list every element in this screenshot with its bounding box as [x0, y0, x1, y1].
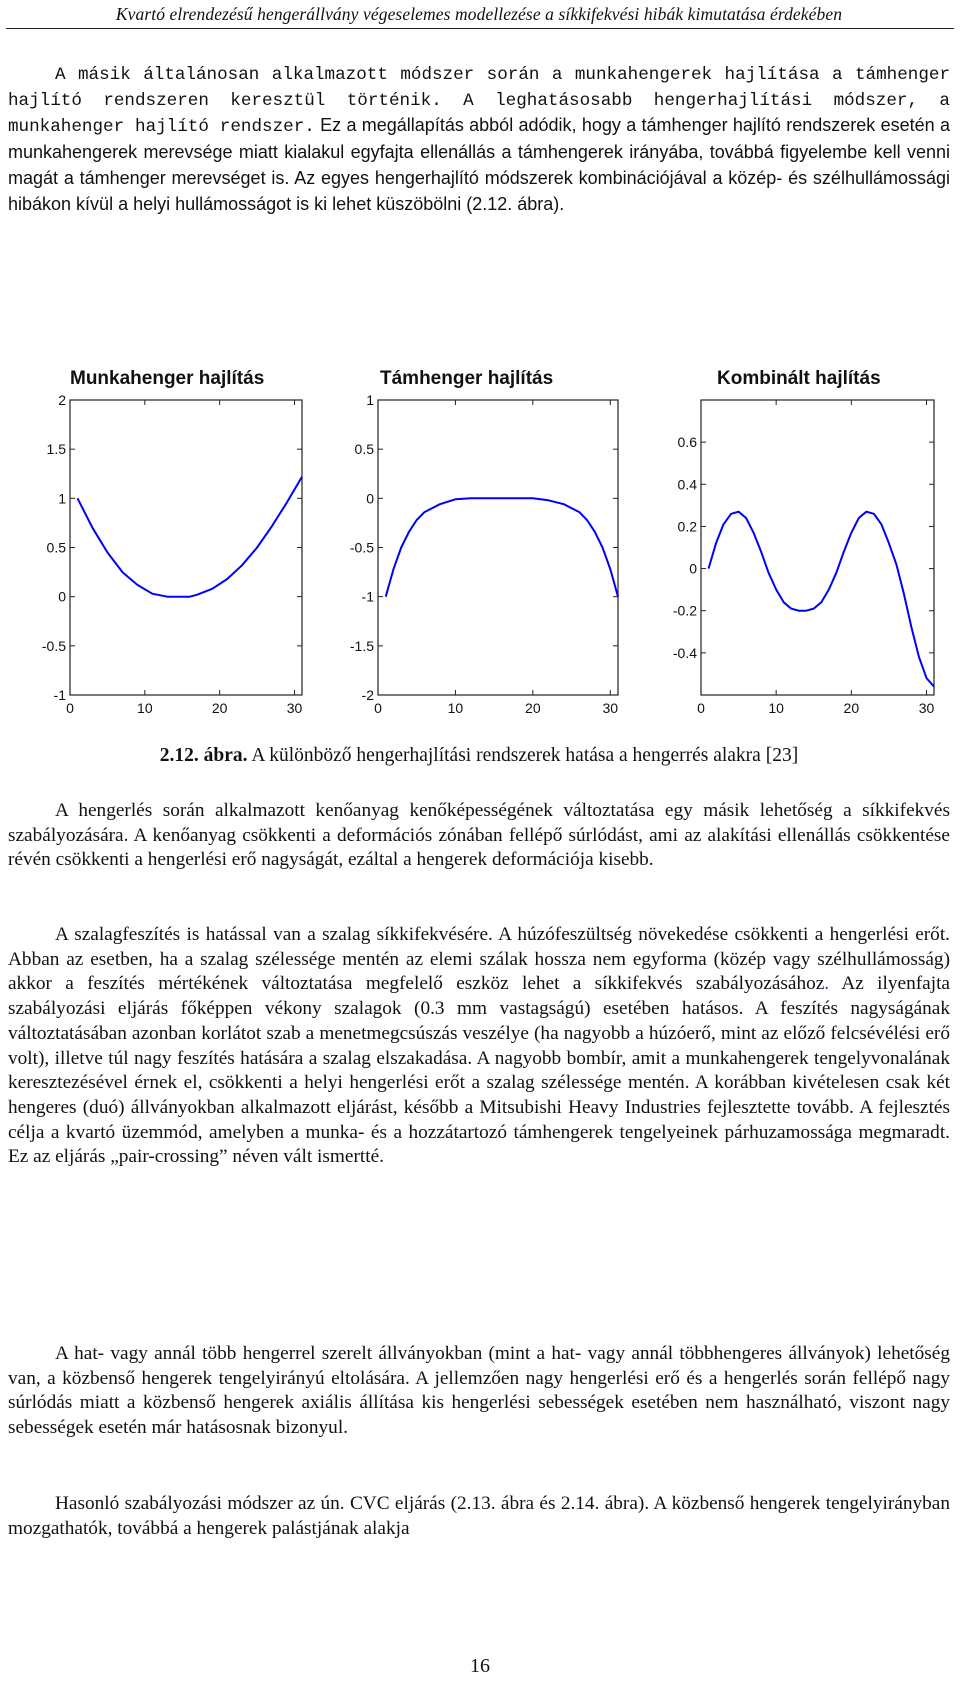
y-tick-label: -0.5 [349, 539, 374, 556]
y-tick-label: -1 [53, 687, 66, 703]
y-tick-label: 1 [58, 490, 66, 507]
x-tick-label: 20 [525, 700, 541, 716]
chart-3 [673, 368, 935, 716]
figure-charts-svg [41, 362, 950, 734]
page-number: 16 [470, 1655, 490, 1677]
figure-caption-text: A különböző hengerhajlítási rendszerek hatása a hengerrés alakra [23] [247, 745, 799, 766]
y-tick-label: 0 [689, 560, 697, 577]
series-line [386, 498, 618, 596]
y-tick-label: 1 [366, 392, 374, 408]
y-tick-label: 0.5 [46, 539, 66, 556]
chart-title: Munkahenger hajlítás [70, 368, 265, 389]
chart-1 [42, 368, 303, 716]
figure-caption [8, 745, 950, 767]
paragraph-text: Hasonló szabályozási módszer az ún. CVC eljárás (2.13. ábra és 2.14. ábra). A közbenső hengerek tengelyirányban mozgathatók, továbbá a hengerek palástjának alakja [8, 1493, 950, 1539]
x-tick-label: 0 [697, 700, 705, 716]
paragraph-six-high-mills [8, 1342, 950, 1441]
y-tick-label: 0.6 [677, 434, 697, 451]
paragraph-strip-tension [8, 923, 950, 1170]
x-tick-label: 10 [768, 700, 784, 716]
header-rule [6, 28, 954, 29]
running-header: Kvartó elrendezésű hengerállvány végeselemes modellezése a síkkifekvési hibák kimutatása érdekében [115, 4, 843, 24]
y-tick-label: -2 [361, 687, 374, 703]
chart-frame [378, 400, 618, 695]
y-tick-label: 0.2 [677, 518, 697, 535]
x-tick-label: 10 [137, 700, 153, 716]
paragraph-cvc [8, 1492, 950, 1541]
x-tick-label: 0 [374, 700, 382, 716]
paragraph-mono-part: A másik általánosan alkalmazott módszer során a munkahengerek hajlítása a támhenger hajlító rendszeren keresztül történik. A leghatásosabb hengerhajlítási módszer, a munkahenger hajlító rendszer. [8, 65, 950, 138]
chart-2 [350, 368, 618, 716]
paragraph-text: A hat- vagy annál több hengerrel szerelt állványokban (mint a hat- vagy annál többhengeres állványok) lehetőség van, a közbenső hengerek tengelyirányú eltolására. A jellemzően nagy hengerlési erő és a hengerlés során fellépő nagy súrlódás miatt a közbenső hengerek axiális állítása kis hengerlési sebességek esetében nem használható, viszont nagy sebességek esetén már hatásosnak bizonyul. [8, 1343, 950, 1439]
y-tick-label: 0 [58, 588, 66, 605]
chart-frame [701, 400, 934, 695]
y-tick-label: 0.4 [677, 476, 697, 493]
y-tick-label: 0.5 [354, 441, 374, 458]
series-line [709, 512, 935, 687]
figure-caption-label: 2.12. ábra. [159, 745, 248, 766]
chart-title: Támhenger hajlítás [380, 368, 554, 389]
paragraph-blue-dot: . [824, 973, 830, 995]
x-tick-label: 30 [918, 700, 935, 716]
x-tick-label: 30 [286, 700, 303, 716]
paragraph-text-b: Az ilyenfajta szabályozási eljárás főképpen vékony szalagok (0.3 mm vastagságú) esetében hatásos. A feszítés nagyságának változtatásában azonban korlátot szab a menetmegcsúszás veszélye (ha nagyobb a húzóerő, mint az előző felcsévélési erő volt), illetve túl nagy feszítés hatására a szalag elszakadása. A nagyobb bombír, amit a munkahengerek tengelyvonalának keresztezésével érnek el, csökkenti a helyi hengerlési erőt a szalag szélessége mentén. A korábban kivételesen csak két hengeres (duó) állványokban alkalmazott eljárást, később a Mitsubishi Heavy Industries fejlesztette tovább. A fejlesztés célja a kvartó üzemmód, amelyben a munka- és a hozzátartozó támhengerek tengelyeinek párhuzamossága megmaradt. Ez az eljárás „pair-crossing” néven vált ismertté. [8, 973, 950, 1168]
paragraph-sans-part: Ez a megállapítás abból adódik, hogy a támhenger hajlító rendszerek esetén a munkahengerek merevsége miatt kialakul egyfajta ellenállás a támhengerek irányába, továbbá figyelembe kell venni magát a támhenger merevséget is. Az egyes hengerhajlító módszerek kombinációjával a közép- és szélhullámossági hibákon kívül a helyi hullámosságot is ki lehet küszöbölni (2.12. ábra). [8, 115, 950, 214]
x-tick-label: 20 [843, 700, 860, 716]
y-tick-label: -1.5 [349, 637, 374, 654]
series-line [78, 477, 303, 597]
paragraph-text-a: A szalagfeszítés is hatással van a szalag síkkifekvésére. A húzófeszültség növekedése csökkenti a hengerlési erőt. Abban az esetben, ha a szalag szélessége mentén az elemi szálak hossza nem egyforma (közép vagy szélhullámosság) akkor a feszítés mértékének változtatása megfelelő eszköz lehet a síkkifekvés szabályozásához [8, 924, 950, 995]
paragraph-lubricant [8, 799, 950, 873]
y-tick-label: -0.5 [41, 637, 66, 654]
x-tick-label: 20 [211, 700, 228, 716]
y-tick-label: -0.4 [672, 644, 697, 661]
paragraph-roll-bending [8, 62, 950, 217]
y-tick-label: -1 [361, 588, 374, 605]
y-tick-label: 0 [366, 490, 374, 507]
paragraph-text: A hengerlés során alkalmazott kenőanyag kenőképességének változtatása egy másik lehetőség a síkkifekvés szabályozására. A kenőanyag csökkenti a deformációs zónában fellépő súrlódást, ami az alakítási ellenállás csökkentése révén csökkenti a hengerlési erő nagyságát, ezáltal a hengerek deformációja kisebb. [8, 800, 950, 871]
figure-bending-systems [41, 362, 950, 734]
x-tick-label: 10 [447, 700, 464, 716]
x-tick-label: 30 [602, 700, 619, 716]
y-tick-label: -0.2 [672, 602, 697, 619]
y-tick-label: 1.5 [46, 441, 66, 458]
y-tick-label: 2 [58, 392, 66, 408]
chart-title: Kombinált hajlítás [717, 368, 881, 389]
x-tick-label: 0 [66, 700, 74, 716]
